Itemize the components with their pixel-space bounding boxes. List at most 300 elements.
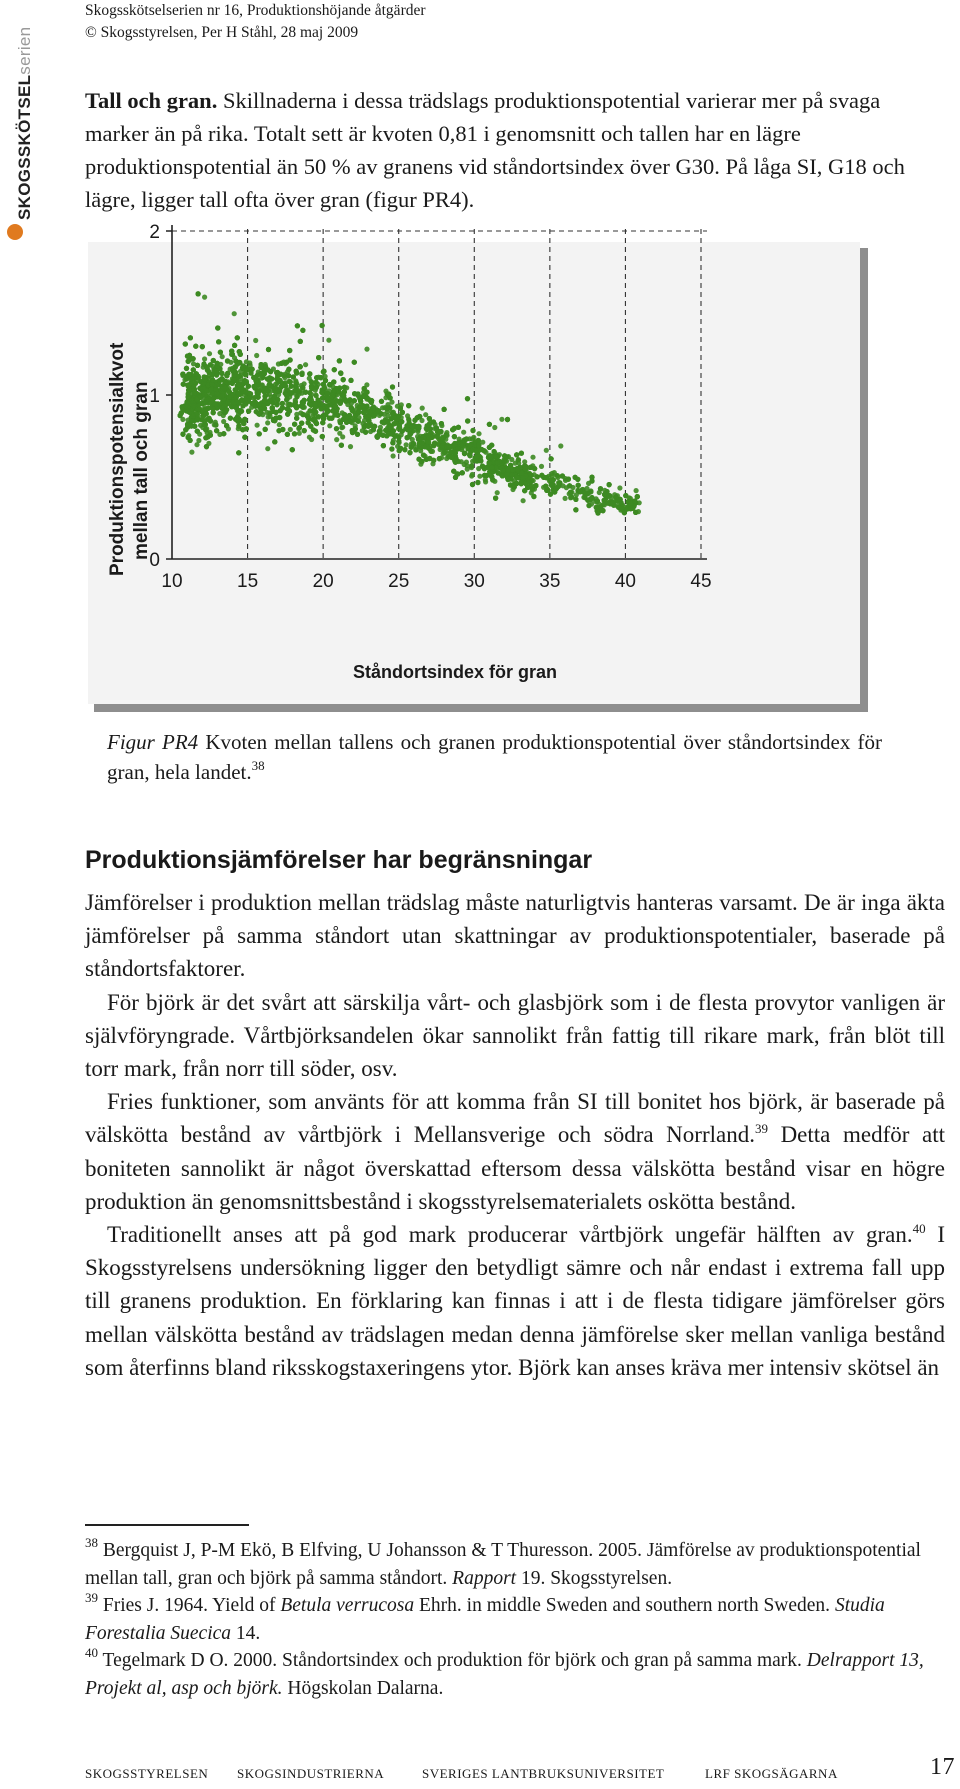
data-point (287, 348, 292, 353)
data-point (202, 392, 207, 397)
data-point (302, 428, 307, 433)
data-point (343, 399, 348, 404)
data-point (460, 470, 465, 475)
data-point (469, 448, 474, 453)
data-point (211, 410, 216, 415)
side-logo-text: SKOGSSKÖTSELserien (15, 26, 34, 220)
data-point (519, 451, 524, 456)
data-point (250, 367, 255, 372)
data-point (183, 427, 188, 432)
data-point (361, 393, 366, 398)
data-point (191, 403, 196, 408)
data-point (602, 492, 607, 497)
data-point (548, 478, 553, 483)
data-point (313, 429, 318, 434)
data-point (349, 405, 354, 410)
data-point (248, 391, 253, 396)
data-point (303, 362, 308, 367)
data-point (474, 454, 479, 459)
data-point (502, 453, 507, 458)
data-point (307, 397, 312, 402)
data-point (465, 418, 470, 423)
data-point (186, 435, 191, 440)
data-point (203, 435, 208, 440)
data-point (240, 366, 245, 371)
data-point (218, 350, 223, 355)
data-point (256, 402, 261, 407)
data-point (233, 370, 238, 375)
data-point (297, 431, 302, 436)
data-point (297, 425, 302, 430)
data-point (214, 369, 219, 374)
data-point (434, 434, 439, 439)
data-point (285, 397, 290, 402)
data-point (455, 471, 460, 476)
side-logo (2, 26, 34, 250)
data-point (523, 467, 528, 472)
data-point (283, 383, 288, 388)
data-point (530, 455, 535, 460)
data-point (539, 473, 544, 478)
data-point (535, 474, 540, 479)
data-point (261, 403, 266, 408)
data-point (465, 396, 470, 401)
data-point (479, 447, 484, 452)
data-point (300, 412, 305, 417)
data-point (291, 374, 296, 379)
data-point (322, 386, 327, 391)
data-point (286, 373, 291, 378)
data-point (410, 424, 415, 429)
data-point (293, 400, 298, 405)
data-point (427, 416, 432, 421)
data-point (237, 360, 242, 365)
data-point (255, 423, 260, 428)
series-title: Skogsskötselserien nr 16, Produktionshöjande åtgärder (85, 2, 426, 19)
data-point (568, 490, 573, 495)
data-point (366, 415, 371, 420)
data-point (202, 377, 207, 382)
data-point (220, 354, 225, 359)
data-point (193, 344, 198, 349)
data-point (585, 498, 590, 503)
data-point (274, 370, 279, 375)
data-point (462, 451, 467, 456)
data-point (632, 499, 637, 504)
data-point (187, 373, 192, 378)
data-point (337, 358, 342, 363)
data-point (253, 338, 258, 343)
data-point (555, 473, 560, 478)
page-header (85, 0, 426, 44)
data-point (442, 450, 447, 455)
data-point (234, 394, 239, 399)
data-point (623, 493, 628, 498)
data-point (189, 450, 194, 455)
data-point (265, 367, 270, 372)
data-point (294, 370, 299, 375)
data-point (263, 427, 268, 432)
data-point (366, 424, 371, 429)
intro-paragraph (85, 84, 945, 216)
data-point (448, 450, 453, 455)
data-point (341, 393, 346, 398)
logo-circle-icon (7, 224, 23, 240)
data-point (431, 419, 436, 424)
data-point (556, 484, 561, 489)
data-point (421, 453, 426, 458)
data-point (528, 465, 533, 470)
data-point (272, 439, 277, 444)
data-point (289, 390, 294, 395)
data-point (188, 357, 193, 362)
data-point (287, 408, 292, 413)
data-point (300, 328, 305, 333)
data-point (619, 506, 624, 511)
data-point (266, 347, 271, 352)
data-point (385, 419, 390, 424)
data-point (577, 489, 582, 494)
data-point (221, 431, 226, 436)
data-point (352, 398, 357, 403)
data-point (186, 395, 191, 400)
copyright-line: © Skogsstyrelsen, Per H Ståhl, 28 maj 2009 (85, 24, 359, 41)
data-point (352, 391, 357, 396)
data-point (180, 432, 185, 437)
data-point (563, 496, 568, 501)
data-point (244, 426, 249, 431)
data-point (200, 386, 205, 391)
data-point (569, 495, 574, 500)
data-point (510, 472, 515, 477)
data-point (234, 405, 239, 410)
data-point (280, 405, 285, 410)
data-point (224, 423, 229, 428)
data-point (476, 442, 481, 447)
data-point (389, 446, 394, 451)
data-point (388, 424, 393, 429)
data-point (242, 378, 247, 383)
data-point (235, 399, 240, 404)
data-point (298, 339, 303, 344)
data-point (341, 377, 346, 382)
data-point (582, 490, 587, 495)
data-point (598, 486, 603, 491)
data-point (288, 379, 293, 384)
data-point (467, 453, 472, 458)
data-point (400, 429, 405, 434)
data-point (297, 364, 302, 369)
data-point (573, 507, 578, 512)
data-point (196, 438, 201, 443)
data-point (254, 353, 259, 358)
data-point (573, 475, 578, 480)
data-point (327, 382, 332, 387)
data-point (203, 422, 208, 427)
data-point (624, 507, 629, 512)
data-point (303, 390, 308, 395)
data-point (279, 361, 284, 366)
data-point (558, 443, 563, 448)
data-point (208, 433, 213, 438)
data-point (215, 361, 220, 366)
data-point (492, 425, 497, 430)
data-point (589, 478, 594, 483)
data-point (224, 373, 229, 378)
data-point (288, 402, 293, 407)
data-point (311, 417, 316, 422)
data-point (397, 423, 402, 428)
data-point (213, 422, 218, 427)
data-point (244, 359, 249, 364)
data-point (214, 428, 219, 433)
data-point (308, 424, 313, 429)
data-point (633, 510, 638, 515)
data-point (242, 435, 247, 440)
data-point (432, 441, 437, 446)
data-point (278, 379, 283, 384)
data-point (300, 385, 305, 390)
data-point (356, 419, 361, 424)
data-point (265, 376, 270, 381)
data-point (292, 431, 297, 436)
data-point (216, 339, 221, 344)
data-point (208, 418, 213, 423)
data-point (533, 483, 538, 488)
data-point (327, 423, 332, 428)
data-point (544, 475, 549, 480)
data-point (215, 325, 220, 330)
data-point (320, 323, 325, 328)
data-point (630, 506, 635, 511)
data-point (215, 391, 220, 396)
data-point (460, 442, 465, 447)
data-point (543, 484, 548, 489)
data-point (309, 386, 314, 391)
data-point (514, 452, 519, 457)
data-point (521, 498, 526, 503)
data-point (396, 414, 401, 419)
data-point (320, 395, 325, 400)
data-point (416, 437, 421, 442)
data-point (489, 465, 494, 470)
data-point (277, 422, 282, 427)
data-point (607, 493, 612, 498)
data-point (334, 426, 339, 431)
data-point (379, 399, 384, 404)
data-point (294, 416, 299, 421)
data-point (236, 423, 241, 428)
data-point (189, 387, 194, 392)
data-point (506, 468, 511, 473)
data-point (342, 385, 347, 390)
data-point (390, 384, 395, 389)
data-point (386, 431, 391, 436)
data-point (398, 446, 403, 451)
data-point (371, 424, 376, 429)
data-point (452, 434, 457, 439)
data-point (617, 485, 622, 490)
data-point (539, 464, 544, 469)
data-point (469, 463, 474, 468)
data-point (307, 408, 312, 413)
data-point (256, 389, 261, 394)
data-point (202, 356, 207, 361)
data-point (531, 494, 536, 499)
data-point (505, 417, 510, 422)
data-point (424, 457, 429, 462)
data-point (320, 434, 325, 439)
data-point (231, 378, 236, 383)
data-point (223, 379, 228, 384)
data-point (500, 468, 505, 473)
data-point (471, 435, 476, 440)
data-point (200, 344, 205, 349)
data-point (237, 409, 242, 414)
data-point (274, 402, 279, 407)
data-point (516, 457, 521, 462)
data-point (595, 499, 600, 504)
data-point (253, 378, 258, 383)
data-point (262, 389, 267, 394)
data-point (292, 422, 297, 427)
data-point (325, 391, 330, 396)
data-point (344, 415, 349, 420)
data-point (424, 427, 429, 432)
data-point (337, 431, 342, 436)
data-point (228, 416, 233, 421)
data-point (332, 367, 337, 372)
data-point (549, 456, 554, 461)
data-point (265, 420, 270, 425)
data-point (194, 371, 199, 376)
data-point (464, 460, 469, 465)
data-point (477, 474, 482, 479)
data-point (493, 496, 498, 501)
data-point (197, 406, 202, 411)
data-point (225, 400, 230, 405)
data-point (307, 435, 312, 440)
data-point (334, 437, 339, 442)
data-point (307, 371, 312, 376)
data-point (204, 364, 209, 369)
data-point (196, 291, 201, 296)
data-point (376, 433, 381, 438)
data-point (209, 398, 214, 403)
data-point (480, 464, 485, 469)
data-point (405, 427, 410, 432)
data-point (210, 378, 215, 383)
data-point (420, 406, 425, 411)
data-point (220, 394, 225, 399)
data-point (470, 472, 475, 477)
data-point (230, 352, 235, 357)
data-point (258, 410, 263, 415)
data-point (181, 382, 186, 387)
data-point (449, 455, 454, 460)
data-point (275, 397, 280, 402)
data-point (355, 432, 360, 437)
data-point (286, 367, 291, 372)
data-point (475, 480, 480, 485)
data-point (496, 470, 501, 475)
data-point (492, 449, 497, 454)
data-point (566, 477, 571, 482)
data-point (232, 311, 237, 316)
data-point (500, 473, 505, 478)
data-point (195, 417, 200, 422)
data-point (188, 335, 193, 340)
data-point (499, 417, 504, 422)
data-point (470, 428, 475, 433)
data-point (306, 415, 311, 420)
data-point (293, 380, 298, 385)
data-point (470, 482, 475, 487)
data-point (203, 427, 208, 432)
data-point (530, 487, 535, 492)
data-point (226, 395, 231, 400)
data-point (289, 384, 294, 389)
data-point (489, 474, 494, 479)
data-point (257, 431, 262, 436)
data-point (180, 404, 185, 409)
data-point (294, 394, 299, 399)
data-point (318, 375, 323, 380)
data-point (267, 410, 272, 415)
data-point (487, 445, 492, 450)
data-point (607, 482, 612, 487)
data-point (325, 403, 330, 408)
data-point (321, 369, 326, 374)
data-point (391, 453, 396, 458)
data-point (225, 358, 230, 363)
data-point (288, 427, 293, 432)
data-point (207, 370, 212, 375)
data-point (493, 454, 498, 459)
data-point (483, 479, 488, 484)
data-point (548, 492, 553, 497)
data-point (288, 357, 293, 362)
data-point (388, 395, 393, 400)
data-point (431, 458, 436, 463)
data-point (285, 432, 290, 437)
data-point (290, 447, 295, 452)
data-point (409, 445, 414, 450)
data-point (348, 378, 353, 383)
intro-lead: Tall och gran. (85, 88, 218, 113)
scatter-chart (88, 222, 868, 712)
data-point (316, 355, 321, 360)
data-point (426, 445, 431, 450)
data-point (519, 480, 524, 485)
data-point (348, 444, 353, 449)
data-point (476, 431, 481, 436)
data-point (233, 417, 238, 422)
data-point (576, 483, 581, 488)
data-point (502, 458, 507, 463)
data-point (314, 380, 319, 385)
data-point (440, 444, 445, 449)
data-point (294, 405, 299, 410)
data-point (224, 407, 229, 412)
data-point (273, 385, 278, 390)
data-point (191, 414, 196, 419)
data-point (238, 352, 243, 357)
data-point (450, 427, 455, 432)
data-point (439, 421, 444, 426)
data-point (180, 372, 185, 377)
data-point (396, 439, 401, 444)
